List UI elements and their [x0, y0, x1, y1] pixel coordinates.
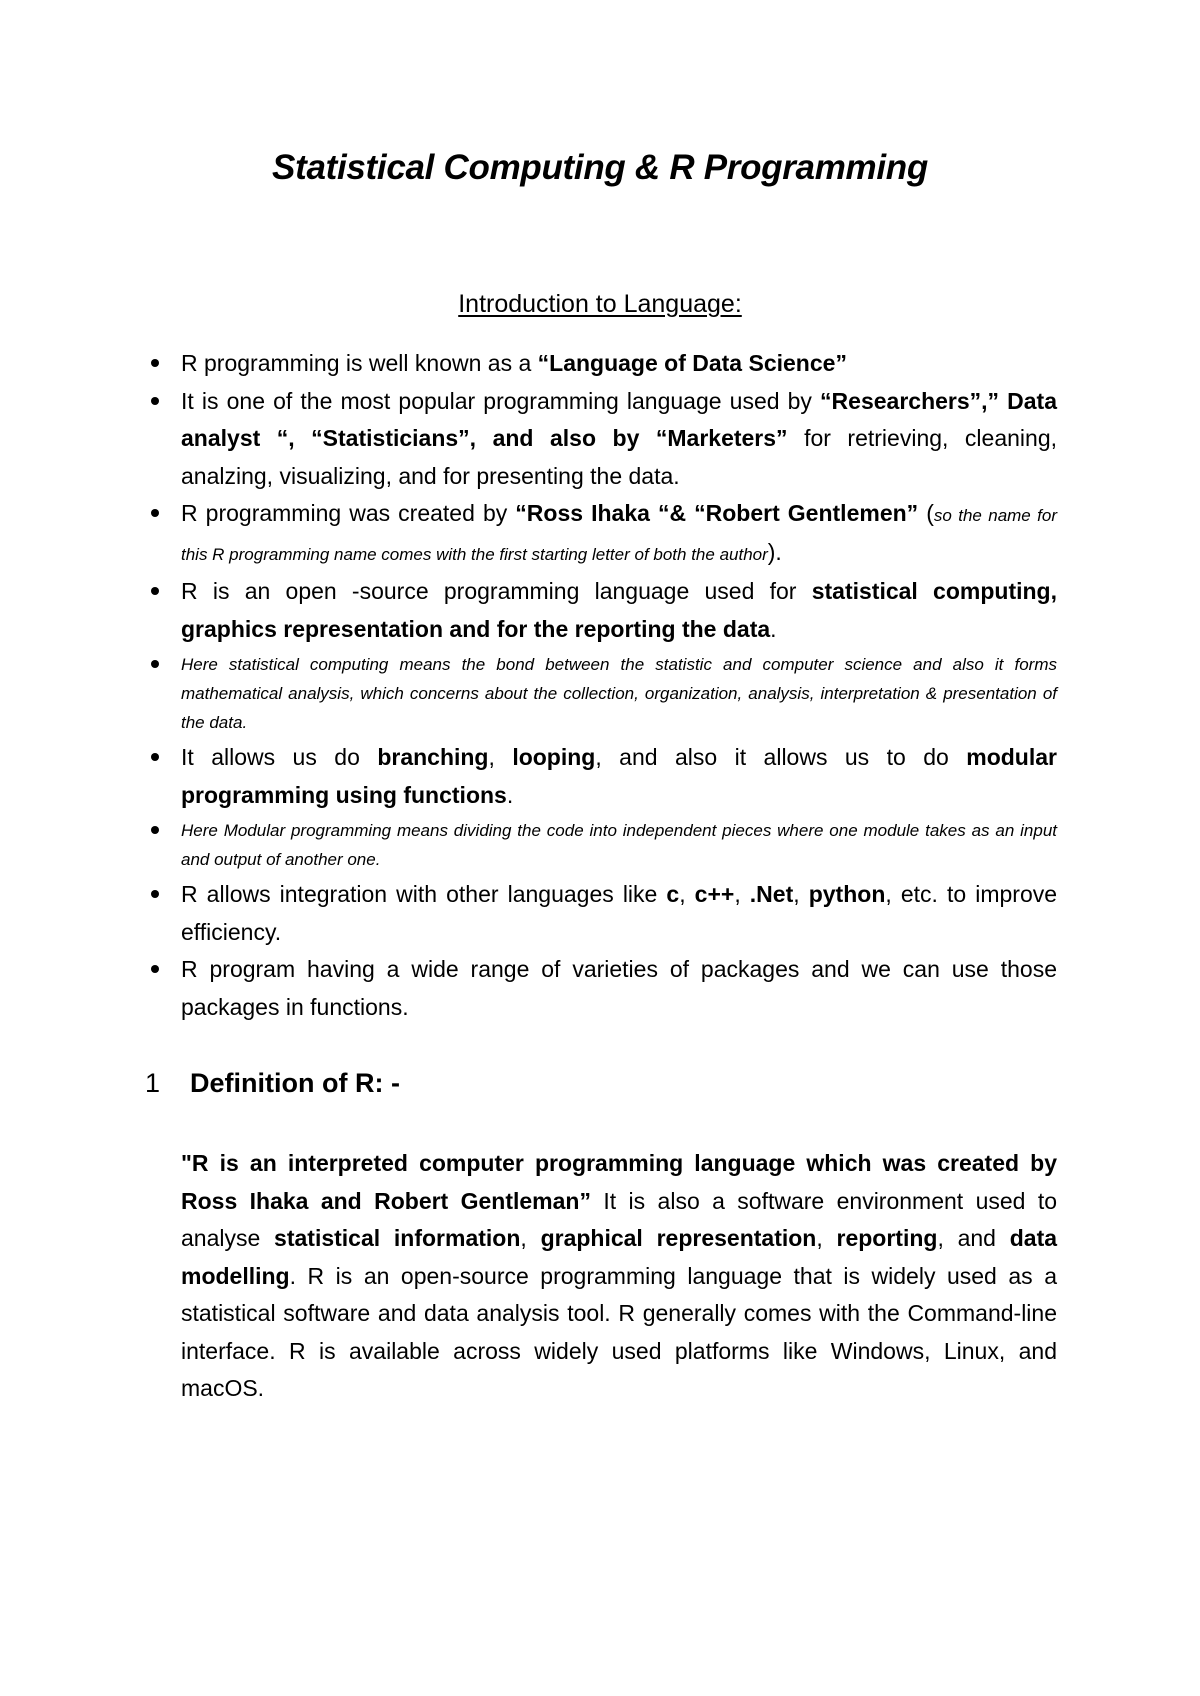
- bullet-text: R program having a wide range of varieties of packages and we can use those packages in functions.: [181, 956, 1057, 1020]
- bullet-bold-text: “Researchers”,” Data analyst “, “Statisticians”, and also by “Marketers”: [181, 387, 1058, 451]
- definition-bold-text: graphical representation: [540, 1225, 817, 1251]
- bullet-text: ,: [734, 881, 750, 907]
- bullet-text: (: [918, 500, 934, 526]
- bullet-bold-text: .Net: [749, 881, 794, 907]
- definition-heading: Definition of R: -: [190, 1068, 400, 1098]
- bullet-text: , and also it allows us to do: [595, 744, 967, 770]
- definition-bold-text: data modelling: [181, 1225, 1058, 1289]
- definition-paragraph: [181, 1145, 1057, 1408]
- bullet-text: R allows integration with other languages like: [181, 881, 667, 907]
- definition-text: It is also a software environment used to analyse: [181, 1187, 1058, 1251]
- bullet-text: It allows us do: [181, 744, 378, 770]
- bullet-text: ,: [488, 744, 513, 770]
- bullet-item-5: [147, 650, 1057, 737]
- bullet-bold-text: branching: [377, 744, 489, 770]
- definition-bold-text: statistical information: [274, 1225, 521, 1251]
- intro-bullet-list: [147, 345, 1057, 1026]
- bullet-text: ).: [767, 539, 782, 565]
- bullet-bold-text: looping: [512, 744, 596, 770]
- document-title: Statistical Computing & R Programming: [272, 148, 928, 187]
- bullet-item-4: [147, 573, 1057, 648]
- bullet-item-3: [147, 495, 1057, 573]
- definition-bold-text: "R is an interpreted computer programming language which was created by Ross Ihaka and Robert Gentleman”: [181, 1150, 1057, 1214]
- bullet-bold-text: “Ross Ihaka “& “Robert Gentlemen”: [515, 500, 919, 526]
- bullet-text: R programming was created by: [181, 500, 516, 526]
- bullet-item-2: [147, 383, 1057, 496]
- bullet-item-9: [147, 951, 1057, 1026]
- bullet-text: It is one of the most popular programming language used by: [181, 387, 821, 414]
- definition-section-number: 1: [145, 1068, 161, 1098]
- bullet-item-6: [147, 739, 1057, 814]
- bullet-text: R programming is well known as a: [181, 350, 538, 376]
- definition-text: , and: [937, 1225, 1010, 1251]
- bullet-text: ,: [793, 881, 809, 907]
- definition-text: . R is an open-source programming language that is widely used as a statistical software and data analysis tool. R generally comes with the Command-line interface. R is available across widely used platforms like Windows, Linux, and macOS.: [181, 1262, 1057, 1401]
- bullet-text: .: [506, 781, 514, 808]
- bullet-bold-text: c: [666, 881, 680, 907]
- definition-text: ,: [520, 1225, 541, 1251]
- bullet-bold-text: statistical computing, graphics representation and for the reporting the data: [181, 578, 1057, 642]
- bullet-text: R is an open -source programming language used for: [181, 578, 812, 604]
- bullet-italic-text: Here statistical computing means the bond between the statistic and computer science and also it forms mathematical analysis, which concerns about the collection, organization, analysis, interpretation & presentation of the data.: [181, 655, 1057, 732]
- bullet-item-1: [147, 345, 1057, 383]
- definition-bold-text: reporting: [836, 1225, 938, 1251]
- bullet-text: ,: [679, 881, 695, 907]
- bullet-italic-text: Here Modular programming means dividing the code into independent pieces where one module takes as an input and output of another one.: [181, 821, 1057, 869]
- bullet-text: for retrieving, cleaning, analzing, visualizing, and for presenting the data.: [181, 425, 1057, 489]
- definition-text: ,: [816, 1225, 837, 1251]
- bullet-item-8: [147, 876, 1057, 951]
- intro-heading: Introduction to Language:: [458, 290, 742, 318]
- bullet-text: , etc. to improve efficiency.: [181, 881, 1058, 945]
- bullet-bold-text: c++: [694, 881, 735, 907]
- bullet-bold-text: “Language of Data Science”: [537, 350, 847, 376]
- bullet-italic-note: so the name for this R programming name comes with the first starting letter of both the author: [181, 506, 1057, 564]
- bullet-bold-text: modular programming using functions: [181, 744, 1057, 808]
- bullet-bold-text: python: [808, 881, 886, 907]
- bullet-item-7: [147, 816, 1057, 874]
- bullet-text: .: [770, 615, 777, 642]
